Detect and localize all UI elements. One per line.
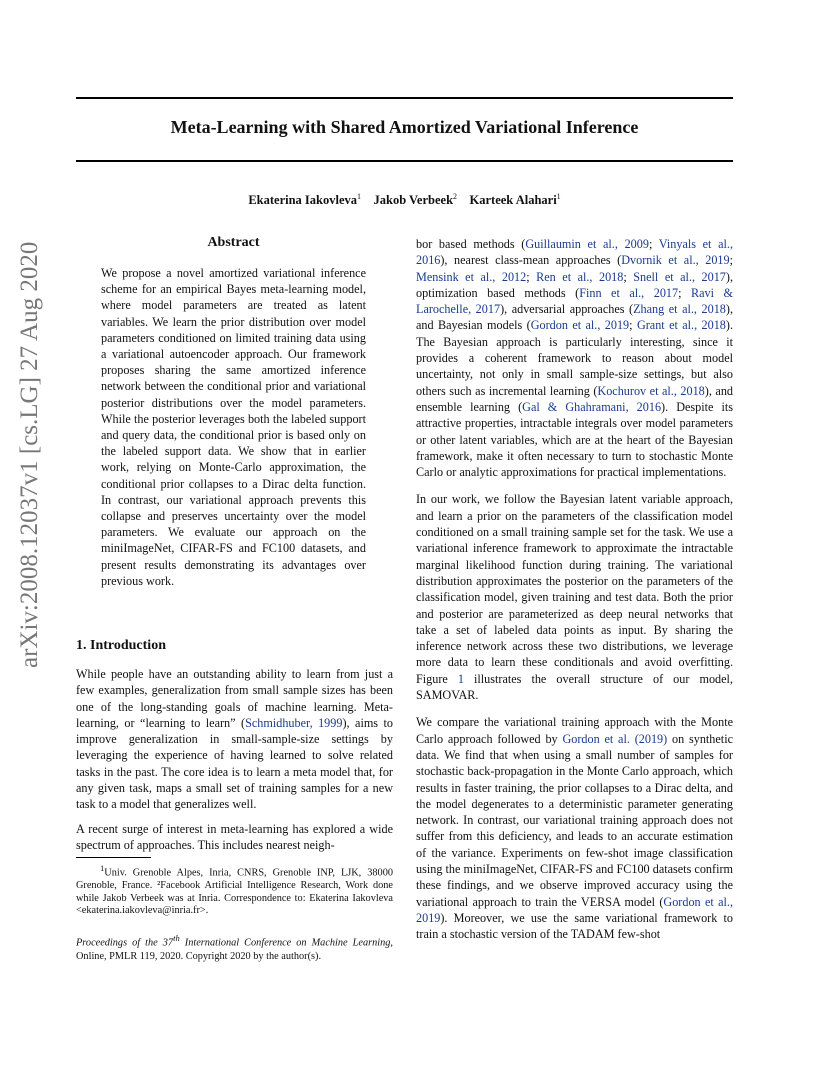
arxiv-identifier: arXiv:2008.12037v1 [cs.LG] 27 Aug 2020 (16, 241, 43, 668)
citation-link[interactable]: Dvornik et al., 2019 (621, 253, 730, 268)
paragraph-text: ), and ensemble learning ( (416, 383, 734, 414)
author-list (76, 192, 733, 208)
section-heading: 1. Introduction (76, 638, 166, 653)
citation-link[interactable]: 1 (457, 671, 464, 686)
left-column-intro (76, 666, 393, 861)
top-rule (76, 97, 733, 99)
paragraph-text: ; (629, 318, 637, 333)
right-paragraph-3 (416, 714, 733, 942)
right-paragraph-2 (416, 491, 733, 703)
paragraph-text: ), optimization based methods ( (416, 269, 734, 300)
abstract-heading: Abstract (207, 235, 260, 250)
proceedings-note (76, 931, 393, 964)
citation-link[interactable]: Gal & Ghahramani, 2016 (522, 399, 662, 414)
citation-link[interactable]: Grant et al., 2018 (636, 318, 726, 333)
citation-link[interactable]: Vinyals et al., 2016 (416, 237, 733, 268)
paper-title: Meta-Learning with Shared Amortized Variational Inference (170, 117, 639, 137)
citation-link[interactable]: Gordon et al., 2019 (530, 318, 630, 333)
paragraph-text: illustrates the overall structure of our model, SAMOVAR. (416, 671, 733, 703)
paragraph-text: ), and Bayesian models ( (416, 302, 733, 333)
right-column (416, 236, 733, 950)
paragraph-text: ; (678, 285, 691, 300)
author-affiliation: 1 (556, 192, 561, 201)
paragraph-text: We compare the variational training approach with the Monte Carlo approach followed by (416, 715, 733, 746)
footnote-text: Univ. Grenoble Alpes, Inria, CNRS, Grenoble INP, LJK, 38000 Grenoble, France. ²Facebook Artificial Intelligence Research, Work done while Jakob Verbeek was at Inria. Correspondence to: Ekaterina Iakovleva <ekaterina.iakovleva@inria.fr>. (76, 867, 393, 917)
affiliation-footnote (76, 862, 393, 918)
paragraph-text: While people have an outstanding ability to learn from just a few examples, generalization from small sample sizes has been one of the long-standing goals of machine learning. Meta-learning, or “learning to learn” ( (76, 667, 393, 730)
paragraph-text: ; (526, 269, 537, 284)
paragraph-text: In our work, we follow the Bayesian latent variable approach, and learn a prior on the parameters of the classification model conditioned on a small training sample set for the task. We use a variational inference framework to approximate the intractable marginal likelihood function during training. The variational distribution approximates the posterior on the parameters of the classification model, given training and test data. Both the prior and posterior are parameterized as deep neural networks that take a set of labeled data points as input. By sharing the inference network across these two distributions, we leverage more data to learn these conditionals and avoid overfitting. Figure (416, 492, 733, 686)
proceedings-text: , Online, PMLR 119, 2020. Copyright 2020 by the author(s). (76, 937, 393, 963)
citation-link[interactable]: Snell et al., 2017 (633, 269, 726, 284)
citation-link[interactable]: Gordon et al., 2019 (416, 894, 733, 925)
citation-link[interactable]: Ravi & Larochelle, 2017 (416, 285, 733, 317)
author-name: Ekaterina Iakovleva (248, 193, 357, 208)
citation-link[interactable]: Gordon et al. (2019) (562, 731, 668, 746)
paragraph-text: ; (729, 253, 733, 268)
paragraph-text: ), aims to improve generalization in small-sample-size settings by leveraging the experience of having learned to solve related tasks in the past. The core idea is to learn a meta model that, for any given task, maps a small set of training samples for a new task to a model that generalizes well. (76, 715, 393, 812)
paragraph-text: ). The Bayesian approach is particularly interesting, since it provides a coherent framework to reason about model uncertainty, not only in small sample-size settings, but also others such as incremental learning ( (416, 318, 734, 398)
author-affiliation: 1 (357, 192, 361, 201)
citation-link[interactable]: Mensink et al., 2012 (416, 269, 527, 284)
title-bottom-rule (76, 160, 733, 162)
citation-link[interactable]: Schmidhuber, 1999 (245, 715, 343, 730)
proceedings-sup: th (173, 933, 180, 943)
citation-link[interactable]: Zhang et al., 2018 (633, 302, 726, 317)
intro-paragraph-1 (76, 666, 393, 813)
citation-link[interactable]: Guillaumin et al., 2009 (525, 237, 649, 251)
intro-paragraph-2: A recent surge of interest in meta-learning has explored a wide spectrum of approaches. This includes nearest neigh- (76, 821, 393, 852)
footnote-rule (76, 857, 151, 858)
citation-link[interactable]: Finn et al., 2017 (579, 285, 679, 300)
proceedings-italic: International Conference on Machine Learning (179, 937, 391, 949)
paragraph-text: ; (623, 269, 634, 284)
paragraph-text: ). Moreover, we use the same variational framework to train a stochastic version of the TADAM few-shot (416, 910, 733, 942)
paragraph-text: on synthetic data. We find that when using a small number of samples for stochastic back-propagation in the Monte Carlo approach, which results in faster training, the prior collapses to a Dirac delta, and the model degenerates to a deterministic parameter generating network. In contrast, our variational training approach does not suffer from this deficiency, and leads to an accurate estimation of the variance. Experiments on few-shot image classification using the miniImageNet, CIFAR-FS and FC100 datasets confirm these findings, and we observe improved accuracy using the variational approach to train the VERSA model ( (416, 731, 733, 909)
citation-link[interactable]: Kochurov et al., 2018 (597, 383, 705, 398)
author-name: Jakob Verbeek (373, 193, 454, 208)
proceedings-italic: Proceedings of the 37 (76, 937, 174, 949)
author-affiliation: 2 (453, 192, 458, 201)
paragraph-text: ), adversarial approaches ( (500, 302, 634, 317)
abstract-text: We propose a novel amortized variational inference scheme for an empirical Bayes meta-learning model, where model parameters are treated as latent variables. We learn the prior distribution over model parameters conditioned on limited training data using a variational autoencoder approach. Our framework proposes sharing the same amortized inference network between the conditional prior and variational posterior distributions over the model parameters. While the posterior leverages both the labeled support and query data, the conditional prior is based only on the labeled support data. We show that in earlier work, relying on Monte-Carlo approximation, the conditional prior collapses to a Dirac delta function. In contrast, our variational approach prevents this collapse and preserves uncertainty over the model parameters. We evaluate our approach on the miniImageNet, CIFAR-FS and FC100 datasets, and present results demonstrating its advantages over previous work. (101, 266, 366, 588)
footnote-marker: 1 (100, 863, 105, 873)
paragraph-text: ; (648, 237, 659, 251)
author-name: Karteek Alahari (469, 193, 557, 208)
paragraph-text: ). Despite its attractive properties, intractable integrals over model parameters or other latent variables, which are at the heart of the Bayesian framework, make it often necessary to turn to stochastic Monte Carlo or analytic approximations for practical implementations. (416, 399, 734, 480)
right-paragraph-1 (416, 236, 733, 480)
citation-link[interactable]: Ren et al., 2018 (536, 269, 624, 284)
paragraph-text: ), nearest class-mean approaches ( (440, 253, 622, 268)
paragraph-text: bor based methods ( (416, 237, 526, 251)
